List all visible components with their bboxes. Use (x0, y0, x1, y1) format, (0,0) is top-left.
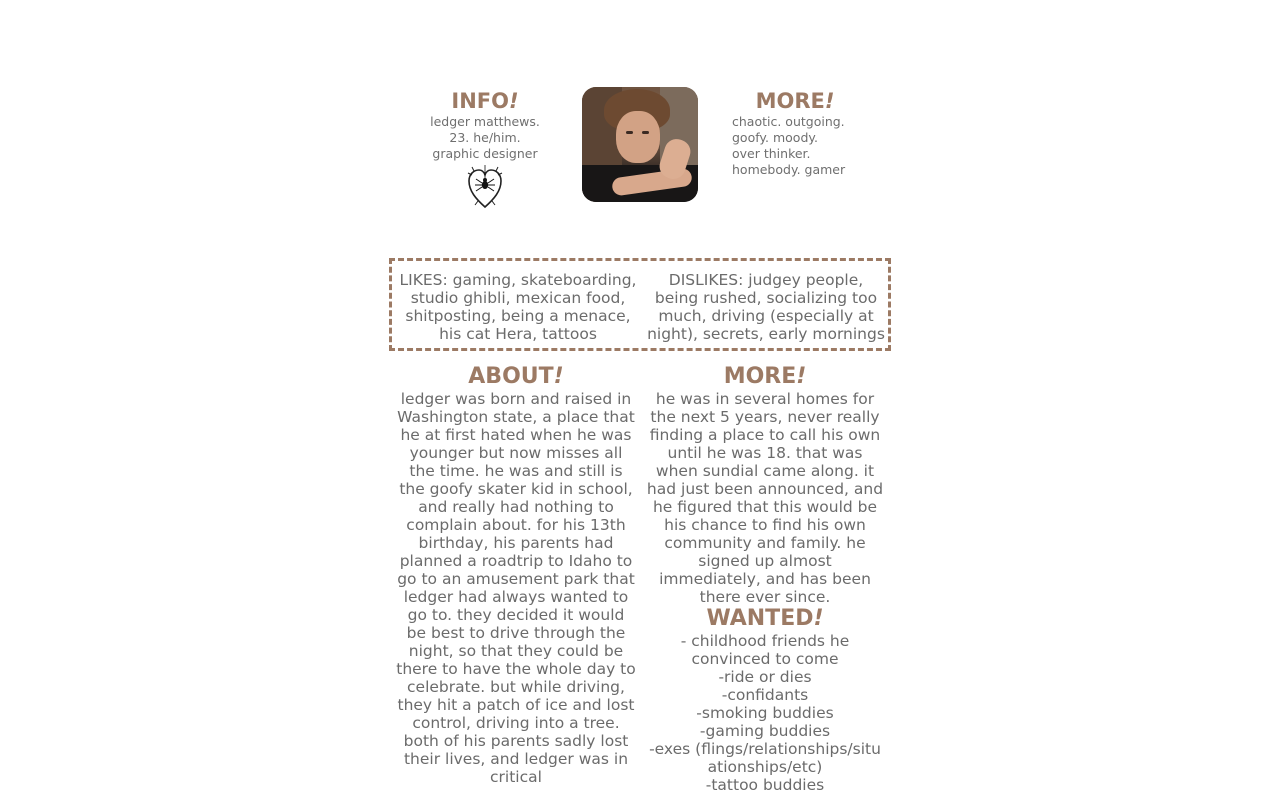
more-top-section (732, 88, 856, 178)
trait-line: goofy. moody. (732, 130, 818, 145)
trait-line: over thinker. (732, 146, 811, 161)
more-bottom-section (646, 364, 884, 794)
wanted-list (646, 632, 884, 794)
wanted-item: -tattoo buddies (705, 776, 825, 794)
trait-line: homebody. gamer (732, 162, 846, 177)
about-section (396, 364, 636, 786)
wanted-heading: WANTED! (706, 606, 824, 631)
more-top-lines (732, 114, 856, 178)
likes-dislikes-box (389, 258, 891, 351)
more-bottom-text: he was in several homes for the next 5 years, never really finding a place to call his own until he was 18. that was when sundial came along. it had just been announced, and he figured that this would be his chance to find his own community and family. he signed up almost immediately, and has been there ever since. (646, 390, 884, 606)
wanted-item: -smoking buddies (696, 704, 834, 722)
info-occupation: graphic designer (432, 146, 538, 161)
spider-heart-icon (466, 165, 504, 211)
info-section (405, 88, 565, 211)
profile-photo (582, 87, 698, 202)
more-bottom-heading: MORE! (723, 364, 807, 389)
wanted-item: -gaming buddies (699, 722, 831, 740)
info-age-pronouns: 23. he/him. (449, 130, 521, 145)
info-lines (405, 114, 565, 162)
info-heading: INFO! (451, 89, 519, 113)
trait-line: chaotic. outgoing. (732, 114, 845, 129)
likes-text: LIKES: gaming, skateboarding, studio ghibli, mexican food, shitposting, being a menace, his cat Hera, tattoos (399, 271, 637, 343)
wanted-item: -confidants (721, 686, 809, 704)
about-heading: ABOUT! (468, 364, 564, 389)
wanted-item: -ride or dies (718, 668, 812, 686)
dislikes-text: DISLIKES: judgey people, being rushed, socializing too much, driving (especially at night), secrets, early mornings (647, 271, 885, 343)
more-top-heading: MORE! (755, 89, 835, 113)
wanted-item: -exes (flings/relationships/situationships/etc) (649, 740, 881, 776)
info-name: ledger matthews. (430, 114, 540, 129)
wanted-item: - childhood friends he convinced to come (680, 632, 850, 668)
about-text: ledger was born and raised in Washington state, a place that he at first hated when he was younger but now misses all the time. he was and still is the goofy skater kid in school, and really had nothing to complain about. for his 13th birthday, his parents had planned a roadtrip to Idaho to go to an amusement park that ledger had always wanted to go to. they decided it would be best to drive through the night, so that they could be there to have the whole day to celebrate. but while driving, they hit a patch of ice and lost control, driving into a tree. both of his parents sadly lost their lives, and ledger was in critical (396, 390, 636, 786)
